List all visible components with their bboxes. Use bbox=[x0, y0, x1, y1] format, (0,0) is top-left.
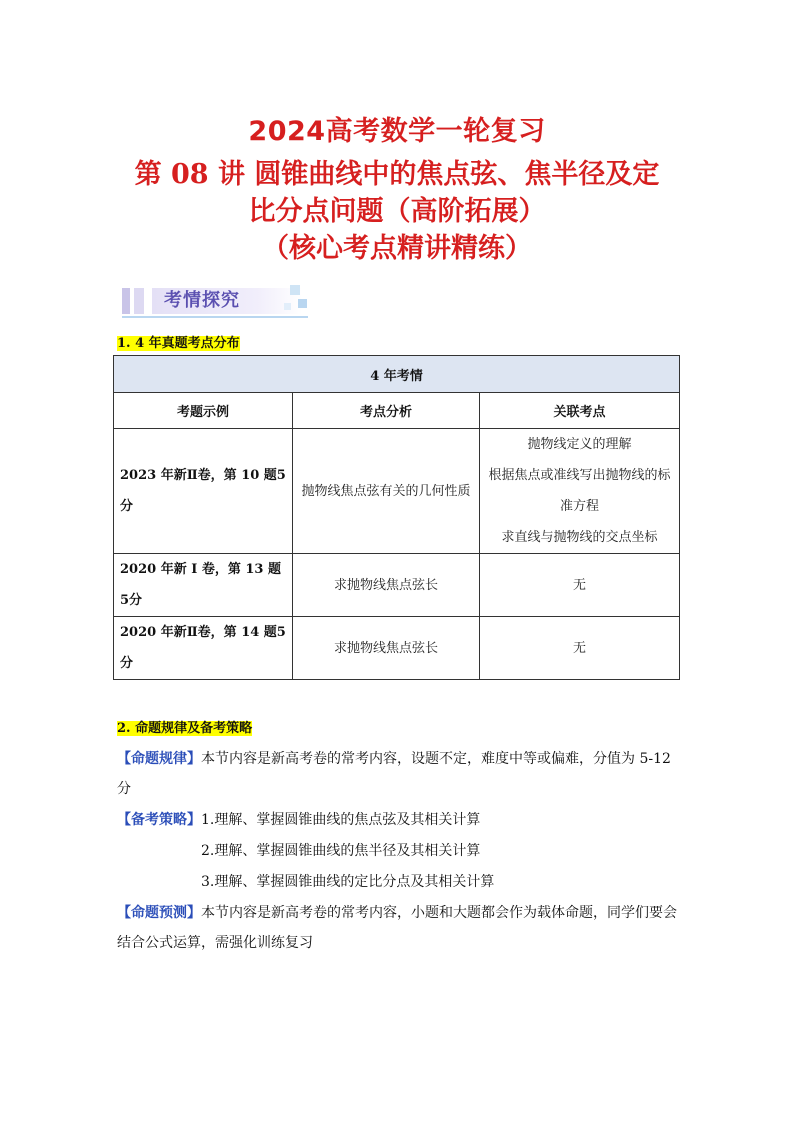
section-2-heading-text: 2. 命题规律及备考策略 bbox=[117, 721, 253, 736]
row-analysis: 抛物线焦点弦有关的几何性质 bbox=[293, 429, 480, 554]
strategy-item: 3.理解、掌握圆锥曲线的定比分点及其相关计算 bbox=[201, 874, 495, 890]
table-row bbox=[114, 554, 680, 617]
row-example: 2020 年新 I 卷，第 13 题5分 bbox=[114, 554, 293, 617]
related-item: 抛物线定义的理解 bbox=[527, 437, 632, 452]
row-analysis: 求抛物线焦点弦长 bbox=[293, 554, 480, 617]
table-row bbox=[114, 429, 680, 554]
header-example: 考题示例 bbox=[114, 393, 293, 429]
predict-text: 本节内容是新高考卷的常考内容，小题和大题都会作为载体命题，同学们要会结合公式运算，需强化训练复习 bbox=[117, 905, 677, 951]
strategy-item: 2.理解、掌握圆锥曲线的焦半径及其相关计算 bbox=[201, 843, 481, 859]
banner-stripe bbox=[134, 288, 144, 314]
row-related: 无 bbox=[480, 617, 680, 680]
strategy-item-line bbox=[201, 867, 761, 897]
section-1-heading bbox=[117, 333, 240, 353]
row-analysis: 求抛物线焦点弦长 bbox=[293, 617, 480, 680]
title-line-3: 比分点问题（高阶拓展） bbox=[248, 196, 546, 227]
title-line-4: （核心考点精讲精练） bbox=[262, 233, 532, 264]
rule-tag: 【命题规律】 bbox=[117, 751, 201, 767]
row-related bbox=[480, 429, 680, 554]
related-item: 求直线与抛物线的交点坐标 bbox=[501, 530, 658, 545]
banner-label: 考情探究 bbox=[164, 290, 240, 311]
header-related: 关联考点 bbox=[480, 393, 680, 429]
header-analysis: 考点分析 bbox=[293, 393, 480, 429]
banner-decoration bbox=[284, 303, 291, 310]
related-item: 根据焦点或准线写出抛物线的标准方程 bbox=[488, 468, 671, 514]
section-banner bbox=[122, 285, 308, 319]
strategy-item-line bbox=[201, 836, 761, 866]
predict-paragraph bbox=[117, 898, 677, 958]
row-related: 无 bbox=[480, 554, 680, 617]
table-caption: 4 年考情 bbox=[114, 356, 680, 393]
banner-decoration bbox=[298, 299, 307, 308]
table-row bbox=[114, 617, 680, 680]
title-line-1: 2024高考数学一轮复习 bbox=[248, 116, 546, 147]
section-2-heading bbox=[117, 718, 252, 738]
strategy-tag: 【备考策略】 bbox=[117, 812, 201, 828]
banner-stripe bbox=[122, 288, 130, 314]
row-example: 2023 年新Ⅱ卷，第 10 题5分 bbox=[114, 429, 293, 554]
title-line-2: 第 08 讲 圆锥曲线中的焦点弦、焦半径及定 bbox=[134, 159, 660, 190]
rule-paragraph bbox=[117, 744, 677, 804]
document-title bbox=[0, 112, 794, 267]
table-header-row bbox=[114, 393, 680, 429]
predict-tag: 【命题预测】 bbox=[117, 905, 201, 921]
row-example: 2020 年新Ⅱ卷，第 14 题5分 bbox=[114, 617, 293, 680]
banner-decoration bbox=[290, 285, 300, 295]
section-1-heading-text: 1. 4 年真题考点分布 bbox=[117, 336, 240, 351]
strategy-paragraph bbox=[117, 805, 677, 835]
exam-distribution-table bbox=[113, 355, 680, 680]
rule-text: 本节内容是新高考卷的常考内容，设题不定，难度中等或偏难，分值为 5-12 分 bbox=[117, 751, 671, 797]
strategy-item: 1.理解、掌握圆锥曲线的焦点弦及其相关计算 bbox=[201, 812, 481, 828]
banner-underline bbox=[122, 316, 308, 318]
